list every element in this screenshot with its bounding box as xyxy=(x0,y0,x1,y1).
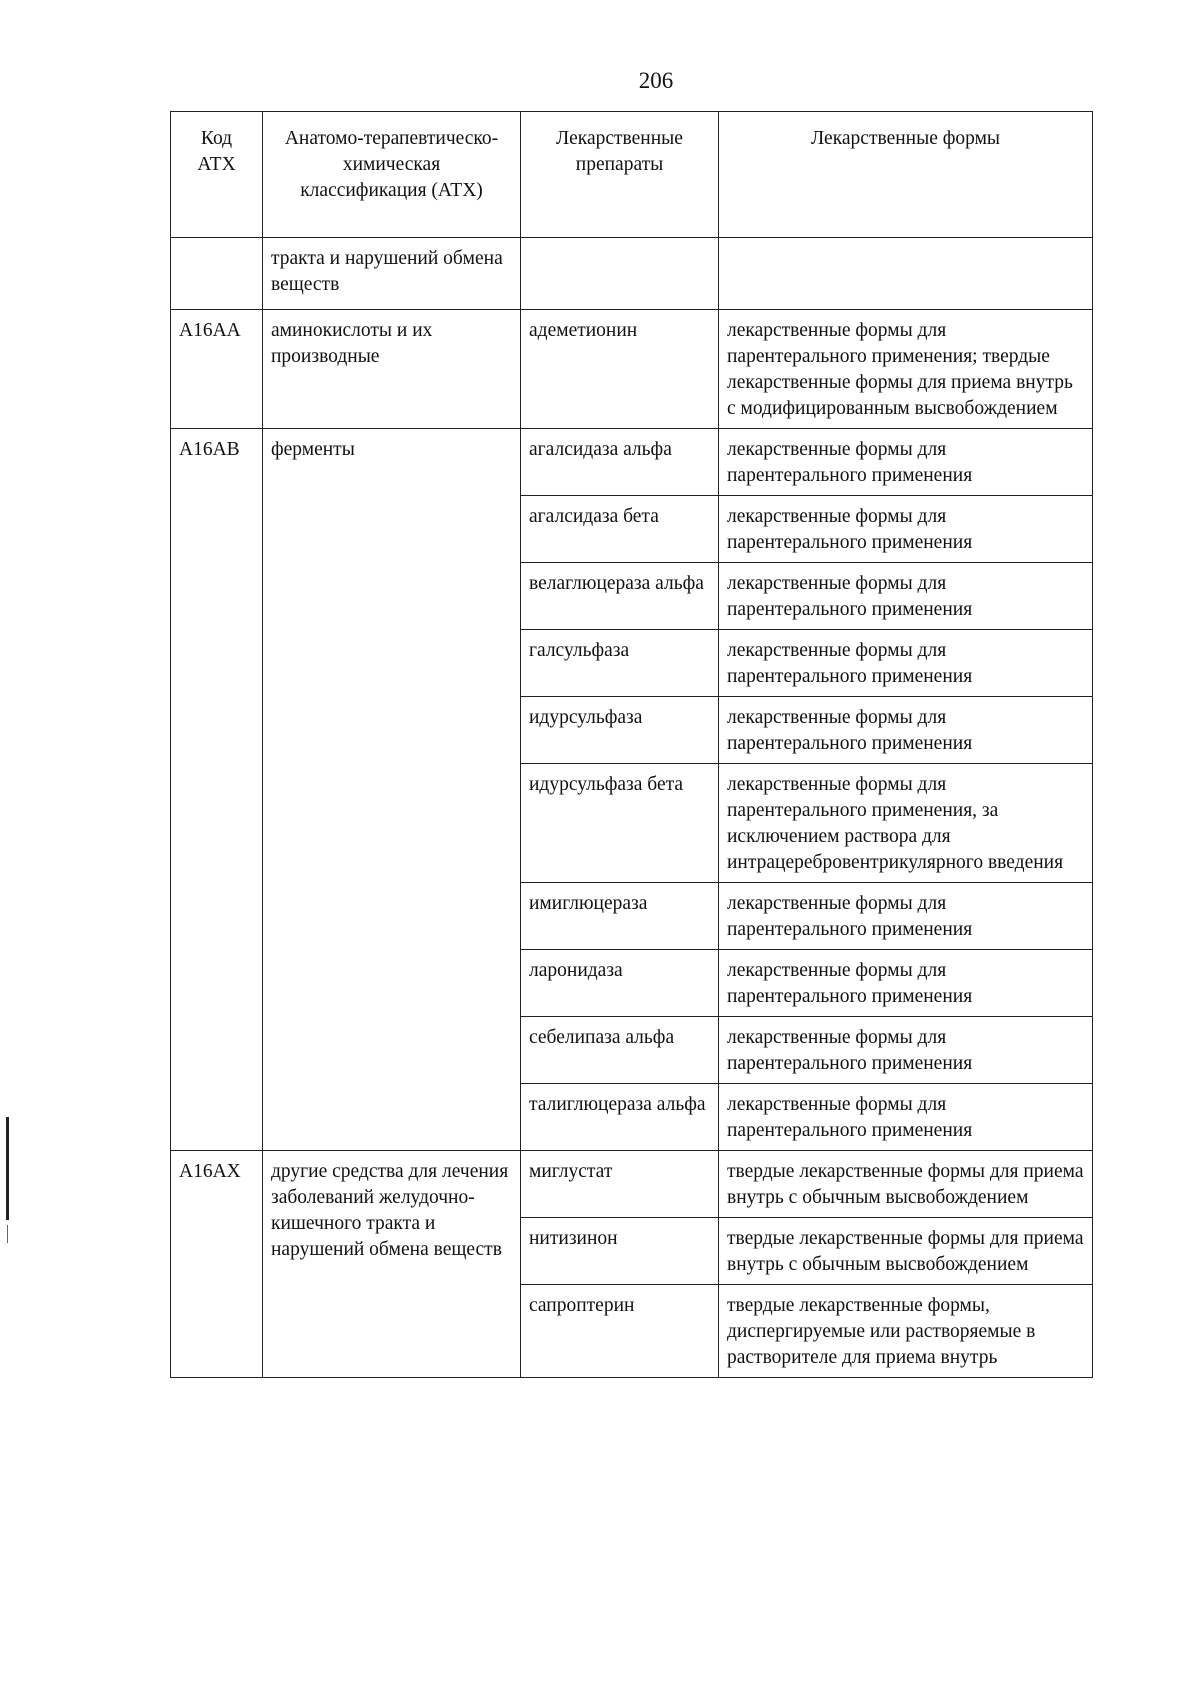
header-classification: Анатомо-терапевтическо-химическая классификация (АТХ) xyxy=(263,112,521,238)
dosage-form-cell: лекарственные формы для парентерального применения xyxy=(719,950,1093,1017)
dosage-form-cell: лекарственные формы для парентерального применения xyxy=(719,697,1093,764)
page-number: 206 xyxy=(638,68,674,93)
drug-cell: имиглюцераза xyxy=(521,883,719,950)
dosage-form-cell: лекарственные формы для парентерального применения xyxy=(719,630,1093,697)
dosage-form-cell: лекарственные формы для парентерального применения, за исключением раствора для интрацеребровентрикулярного введения xyxy=(719,764,1093,883)
dosage-form-cell: лекарственные формы для парентерального применения xyxy=(719,1017,1093,1084)
drug-cell: адеметионин xyxy=(521,310,719,429)
classification-cell: другие средства для лечения заболеваний желудочно-кишечного тракта и нарушений обмена веществ xyxy=(263,1151,521,1378)
drug-cell: сапроптерин xyxy=(521,1285,719,1378)
dosage-form-cell: лекарственные формы для парентерального применения xyxy=(719,1084,1093,1151)
atc-code-cell: А16АВ xyxy=(171,429,263,1151)
drug-cell: талиглюцераза альфа xyxy=(521,1084,719,1151)
drug-cell: галсульфаза xyxy=(521,630,719,697)
cell-drug xyxy=(521,238,719,310)
cell-code xyxy=(171,238,263,310)
cell-form xyxy=(719,238,1093,310)
header-drugs: Лекарственные препараты xyxy=(521,112,719,238)
scan-artifact-tick xyxy=(7,1225,8,1243)
classification-cell: аминокислоты и их производные xyxy=(263,310,521,429)
classification-cell: ферменты xyxy=(263,429,521,1151)
atc-code-cell: А16АХ xyxy=(171,1151,263,1378)
drug-cell: агалсидаза альфа xyxy=(521,429,719,496)
drug-cell: агалсидаза бета xyxy=(521,496,719,563)
continuation-row xyxy=(171,238,1093,310)
dosage-form-cell: твердые лекарственные формы, диспергируемые или растворяемые в растворителе для приема внутрь xyxy=(719,1285,1093,1378)
table-body xyxy=(171,238,1093,1378)
header-code: Код АТХ xyxy=(171,112,263,238)
drug-cell: ларонидаза xyxy=(521,950,719,1017)
atc-table xyxy=(170,111,1093,1378)
table-header xyxy=(171,112,1093,238)
drug-cell: себелипаза альфа xyxy=(521,1017,719,1084)
table-row xyxy=(171,310,1093,429)
drug-cell: идурсульфаза xyxy=(521,697,719,764)
drug-cell: нитизинон xyxy=(521,1218,719,1285)
dosage-form-cell: твердые лекарственные формы для приема внутрь с обычным высвобождением xyxy=(719,1151,1093,1218)
cell-classification: тракта и нарушений обмена веществ xyxy=(263,238,521,310)
dosage-form-cell: лекарственные формы для парентерального применения; твердые лекарственные формы для приема внутрь с модифицированным высвобождением xyxy=(719,310,1093,429)
table-row xyxy=(171,1151,1093,1218)
header-row xyxy=(171,112,1093,238)
dosage-form-cell: твердые лекарственные формы для приема внутрь с обычным высвобождением xyxy=(719,1218,1093,1285)
drug-cell: велаглюцераза альфа xyxy=(521,563,719,630)
header-forms: Лекарственные формы xyxy=(719,112,1093,238)
dosage-form-cell: лекарственные формы для парентерального применения xyxy=(719,883,1093,950)
dosage-form-cell: лекарственные формы для парентерального применения xyxy=(719,496,1093,563)
dosage-form-cell: лекарственные формы для парентерального применения xyxy=(719,429,1093,496)
drug-cell: миглустат xyxy=(521,1151,719,1218)
scan-artifact-line xyxy=(6,1117,9,1220)
drug-cell: идурсульфаза бета xyxy=(521,764,719,883)
dosage-form-cell: лекарственные формы для парентерального применения xyxy=(719,563,1093,630)
table-row xyxy=(171,429,1093,496)
atc-code-cell: А16АА xyxy=(171,310,263,429)
